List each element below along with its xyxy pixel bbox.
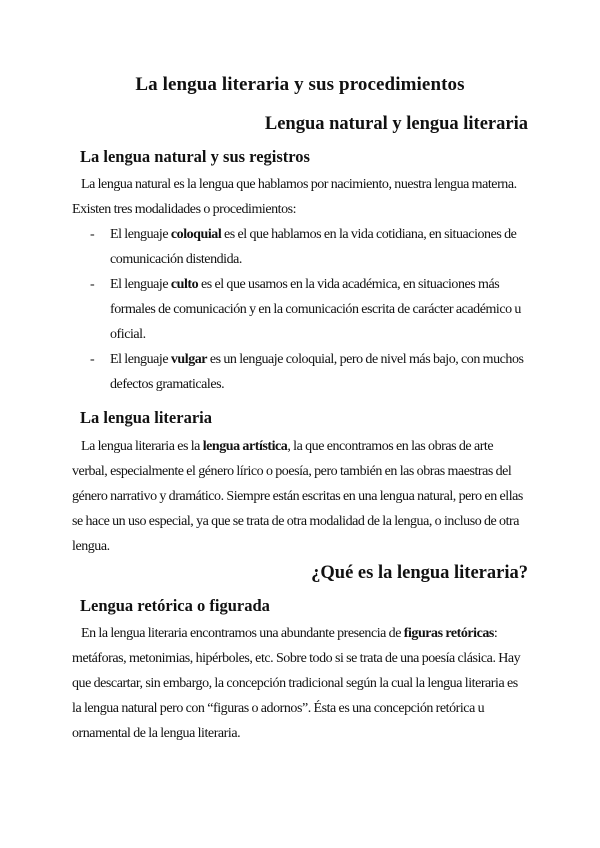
bold-term: figuras retóricas (403, 626, 494, 641)
paragraph-text: La lengua literaria es la (81, 439, 203, 454)
bullet-bold-term: culto (170, 277, 199, 292)
subheading-retorica: Lengua retórica o figurada (80, 596, 270, 615)
list-item (72, 272, 528, 347)
subheading-registros: La lengua natural y sus registros (80, 147, 310, 166)
bullet-text: El lenguaje (110, 277, 171, 292)
paragraph-text: En la lengua literaria encontramos una abundante presencia de (81, 626, 404, 641)
bullet-bold-term: vulgar (170, 352, 208, 367)
paragraph-lengua-literaria (72, 434, 528, 559)
subheading-lengua-literaria: La lengua literaria (80, 408, 212, 427)
section-heading-que-es: ¿Qué es la lengua literaria? (311, 563, 528, 583)
bullet-text: El lenguaje (110, 352, 171, 367)
bold-term: lengua artística (202, 439, 288, 454)
list-item (72, 347, 528, 397)
bullet-dash: - (90, 227, 95, 242)
paragraph-lengua-retorica (72, 621, 528, 746)
document-title: La lengua literaria y sus procedimientos (135, 74, 465, 95)
bullet-text: es un lenguaje coloquial, pero de nivel más bajo, con muchos defectos gramaticales. (110, 352, 524, 392)
paragraph-lengua-natural: La lengua natural es la lengua que hablamos por nacimiento, nuestra lengua materna. Existen tres modalidades o procedimientos: (72, 177, 517, 217)
paragraph-text: : metáforas, metonimias, hipérboles, etc. Sobre todo si se trata de una poesía clásica. Hay que descartar, sin embargo, la concepción tradicional según la cual la lengua literaria es la lengua natural pero con “figuras o adornos”. Ésta es una concepción retórica u ornamental de la lengua literaria. (72, 626, 521, 741)
bullet-text: es el que usamos en la vida académica, en situaciones más formales de comunicación y en la comunicación escrita de carácter académico u oficial. (110, 277, 521, 342)
bullet-text: El lenguaje (110, 227, 171, 242)
section-heading-lengua-natural: Lengua natural y lengua literaria (264, 114, 528, 134)
registros-list (72, 222, 528, 397)
list-item (72, 222, 528, 272)
bullet-bold-term: coloquial (170, 227, 222, 242)
bullet-dash: - (90, 277, 95, 292)
paragraph-text: , la que encontramos en las obras de arte verbal, especialmente el género lírico o poesía, pero también en las obras maestras del género narrativo y dramático. Siempre están escritas en una lengua natural, pero en ellas se hace un uso especial, ya que se trata de otra modalidad de la lengua, o incluso de otra lengua. (72, 439, 523, 554)
bullet-text: es el que hablamos en la vida cotidiana, en situaciones de comunicación distendida. (110, 227, 517, 267)
bullet-dash: - (90, 352, 95, 367)
